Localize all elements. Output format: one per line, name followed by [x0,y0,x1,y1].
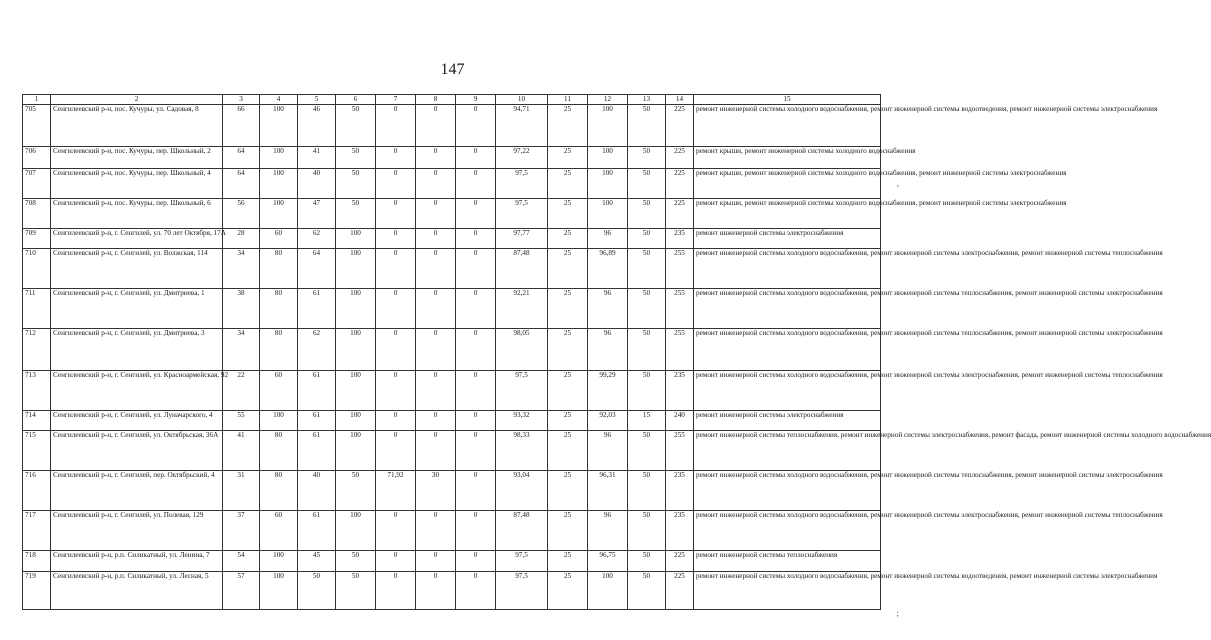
value-cell-col-3: 34 [223,329,260,371]
value-cell-col-12: 96 [588,229,628,249]
value-cell-col-7: 0 [376,147,416,169]
value-cell-col-7: 71,92 [376,471,416,511]
value-cell-col-3: 66 [223,105,260,147]
address-cell: Сенгилеевский р-н, г. Сенгилей, ул. Волжская, 114 [51,249,223,289]
value-cell-col-3: 41 [223,431,260,471]
value-cell-col-9: 0 [456,249,496,289]
value-cell-col-9: 0 [456,289,496,329]
work-description-cell: ремонт инженерной системы холодного водоснабжения, ремонт инженерной системы электроснабжения, ремонт инженерной системы теплоснабжения [694,511,881,551]
value-cell-col-9: 0 [456,511,496,551]
value-cell-col-6: 100 [336,329,376,371]
value-cell-col-7: 0 [376,572,416,610]
value-cell-col-7: 0 [376,229,416,249]
value-cell-col-6: 100 [336,411,376,431]
table-body [23,105,1211,610]
address-cell: Сенгилеевский р-н, г. Сенгилей, ул. Красноармейская, 92 [51,371,223,411]
table-row [23,147,881,169]
value-cell-col-10: 97,22 [496,147,548,169]
value-cell-col-13: 50 [628,105,666,147]
value-cell-col-6: 100 [336,229,376,249]
work-description-cell: ремонт инженерной системы холодного водоснабжения, ремонт инженерной системы электроснабжения, ремонт инженерной системы теплоснабжения [694,249,881,289]
value-cell-col-7: 0 [376,551,416,572]
value-cell-col-6: 50 [336,572,376,610]
value-cell-col-3: 55 [223,411,260,431]
table-row [23,105,881,147]
value-cell-col-5: 61 [298,431,336,471]
value-cell-col-13: 50 [628,289,666,329]
column-header-1: 1 [23,95,51,105]
value-cell-col-5: 61 [298,411,336,431]
column-header-2: 2 [51,95,223,105]
value-cell-col-8: 0 [416,411,456,431]
work-description-cell: ремонт инженерной системы холодного водоснабжения, ремонт инженерной системы водоотведения, ремонт инженерной системы электроснабжения [694,572,881,610]
value-cell-col-3: 28 [223,229,260,249]
column-header-5: 5 [298,95,336,105]
value-cell-col-12: 92,03 [588,411,628,431]
value-cell-col-4: 100 [260,551,298,572]
value-cell-col-6: 100 [336,371,376,411]
work-description-cell: ремонт инженерной системы холодного водоснабжения, ремонт инженерной системы электроснабжения, ремонт инженерной системы теплоснабжения [694,371,881,411]
value-cell-col-7: 0 [376,371,416,411]
value-cell-col-13: 50 [628,572,666,610]
row-number: 715 [23,431,51,471]
value-cell-col-10: 94,71 [496,105,548,147]
value-cell-col-10: 87,48 [496,511,548,551]
row-number: 716 [23,471,51,511]
value-cell-col-4: 80 [260,249,298,289]
address-cell: Сенгилеевский р-н, г. Сенгилей, ул. Дмитриева, 3 [51,329,223,371]
table-row [23,199,881,229]
column-header-13: 13 [628,95,666,105]
value-cell-col-14: 255 [666,431,694,471]
value-cell-col-9: 0 [456,371,496,411]
table-row [23,471,881,511]
value-cell-col-14: 235 [666,511,694,551]
work-description-cell: ремонт инженерной системы холодного водоснабжения, ремонт инженерной системы водоотведения, ремонт инженерной системы электроснабжения [694,105,881,147]
value-cell-col-11: 25 [548,371,588,411]
address-cell: Сенгилеевский р-н, г. Сенгилей, ул. Октябрьская, 36А [51,431,223,471]
margin-mark: ; [896,608,899,618]
value-cell-col-14: 225 [666,551,694,572]
value-cell-col-9: 0 [456,411,496,431]
value-cell-col-14: 235 [666,371,694,411]
value-cell-col-3: 54 [223,551,260,572]
work-description-cell: ремонт инженерной системы электроснабжения [694,229,881,249]
value-cell-col-12: 96,75 [588,551,628,572]
value-cell-col-7: 0 [376,105,416,147]
value-cell-col-6: 100 [336,511,376,551]
value-cell-col-14: 235 [666,471,694,511]
row-number: 710 [23,249,51,289]
value-cell-col-5: 61 [298,371,336,411]
value-cell-col-4: 100 [260,169,298,199]
value-cell-col-8: 0 [416,229,456,249]
row-number: 717 [23,511,51,551]
value-cell-col-4: 80 [260,471,298,511]
value-cell-col-8: 0 [416,249,456,289]
address-cell: Сенгилеевский р-н, р.п. Силикатный, ул. Ленина, 7 [51,551,223,572]
address-cell: Сенгилеевский р-н, пос. Кучуры, ул. Садовая, 8 [51,105,223,147]
value-cell-col-12: 96 [588,329,628,371]
value-cell-col-7: 0 [376,411,416,431]
work-description-cell: ремонт инженерной системы теплоснабжения [694,551,881,572]
value-cell-col-6: 50 [336,551,376,572]
table-row [23,411,881,431]
address-cell: Сенгилеевский р-н, пос. Кучуры, пер. Школьный, 2 [51,147,223,169]
value-cell-col-8: 0 [416,105,456,147]
table-row [23,431,881,471]
row-number: 718 [23,551,51,572]
value-cell-col-3: 64 [223,169,260,199]
value-cell-col-8: 0 [416,572,456,610]
value-cell-col-4: 60 [260,371,298,411]
value-cell-col-10: 97,5 [496,551,548,572]
value-cell-col-6: 50 [336,199,376,229]
value-cell-col-6: 100 [336,289,376,329]
value-cell-col-10: 92,21 [496,289,548,329]
table-row [23,249,881,289]
value-cell-col-4: 100 [260,147,298,169]
table-row [23,229,881,249]
value-cell-col-5: 41 [298,147,336,169]
value-cell-col-6: 50 [336,147,376,169]
value-cell-col-8: 0 [416,289,456,329]
value-cell-col-5: 47 [298,199,336,229]
value-cell-col-9: 0 [456,147,496,169]
value-cell-col-3: 56 [223,199,260,229]
value-cell-col-11: 25 [548,199,588,229]
work-description-cell: ремонт инженерной системы холодного водоснабжения, ремонт инженерной системы теплоснабжения, ремонт инженерной системы электроснабжения [694,471,881,511]
value-cell-col-13: 50 [628,329,666,371]
row-number: 708 [23,199,51,229]
value-cell-col-14: 225 [666,147,694,169]
column-header-7: 7 [376,95,416,105]
value-cell-col-10: 98,33 [496,431,548,471]
value-cell-col-14: 225 [666,572,694,610]
address-cell: Сенгилеевский р-н, г. Сенгилей, ул. Дмитриева, 1 [51,289,223,329]
value-cell-col-10: 87,48 [496,249,548,289]
value-cell-col-5: 46 [298,105,336,147]
row-number: 709 [23,229,51,249]
value-cell-col-7: 0 [376,199,416,229]
value-cell-col-12: 100 [588,169,628,199]
address-cell: Сенгилеевский р-н, г. Сенгилей, ул. Полевая, 129 [51,511,223,551]
row-number: 713 [23,371,51,411]
value-cell-col-9: 0 [456,105,496,147]
value-cell-col-11: 25 [548,169,588,199]
value-cell-col-12: 99,29 [588,371,628,411]
table-row [23,329,881,371]
value-cell-col-11: 25 [548,431,588,471]
value-cell-col-11: 25 [548,249,588,289]
margin-mark: , [896,178,899,188]
value-cell-col-13: 50 [628,249,666,289]
table-row [23,572,881,610]
row-number: 712 [23,329,51,371]
value-cell-col-3: 57 [223,572,260,610]
value-cell-col-8: 0 [416,329,456,371]
value-cell-col-5: 62 [298,229,336,249]
work-description-cell: ремонт инженерной системы холодного водоснабжения, ремонт инженерной системы теплоснабжения, ремонт инженерной системы электроснабжения [694,329,881,371]
value-cell-col-8: 0 [416,551,456,572]
value-cell-col-12: 96,31 [588,471,628,511]
value-cell-col-7: 0 [376,289,416,329]
value-cell-col-13: 50 [628,551,666,572]
value-cell-col-13: 50 [628,199,666,229]
value-cell-col-7: 0 [376,249,416,289]
work-description-cell: ремонт инженерной системы теплоснабжения, ремонт инженерной системы электроснабжения, ремонт фасада, ремонт инженерной системы холодного водоснабжения [694,431,881,471]
value-cell-col-11: 25 [548,147,588,169]
value-cell-col-11: 25 [548,329,588,371]
value-cell-col-5: 45 [298,551,336,572]
column-header-6: 6 [336,95,376,105]
column-header-15: 15 [694,95,881,105]
work-description-cell: ремонт крыши, ремонт инженерной системы холодного водоснабжения, ремонт инженерной системы электроснабжения [694,199,881,229]
table-row [23,551,881,572]
value-cell-col-11: 25 [548,229,588,249]
value-cell-col-8: 0 [416,147,456,169]
value-cell-col-12: 96 [588,511,628,551]
work-description-cell: ремонт крыши, ремонт инженерной системы холодного водоснабжения [694,147,881,169]
value-cell-col-3: 37 [223,511,260,551]
work-description-cell: ремонт инженерной системы холодного водоснабжения, ремонт инженерной системы теплоснабжения, ремонт инженерной системы электроснабжения [694,289,881,329]
value-cell-col-12: 96 [588,289,628,329]
value-cell-col-13: 50 [628,371,666,411]
value-cell-col-6: 100 [336,431,376,471]
value-cell-col-10: 97,5 [496,169,548,199]
address-cell: Сенгилеевский р-н, г. Сенгилей, пер. Октябрьский, 4 [51,471,223,511]
value-cell-col-14: 240 [666,411,694,431]
value-cell-col-14: 235 [666,229,694,249]
row-number: 719 [23,572,51,610]
value-cell-col-4: 80 [260,289,298,329]
address-cell: Сенгилеевский р-н, р.п. Силикатный, ул. Лесная, 5 [51,572,223,610]
value-cell-col-7: 0 [376,431,416,471]
value-cell-col-3: 64 [223,147,260,169]
value-cell-col-11: 25 [548,289,588,329]
work-description-cell: ремонт крыши, ремонт инженерной системы холодного водоснабжения, ремонт инженерной системы электроснабжения [694,169,881,199]
value-cell-col-6: 50 [336,471,376,511]
value-cell-col-8: 0 [416,511,456,551]
column-header-4: 4 [260,95,298,105]
column-header-11: 11 [548,95,588,105]
value-cell-col-12: 100 [588,572,628,610]
value-cell-col-8: 0 [416,431,456,471]
value-cell-col-5: 62 [298,329,336,371]
value-cell-col-4: 80 [260,329,298,371]
value-cell-col-12: 100 [588,199,628,229]
value-cell-col-11: 25 [548,511,588,551]
value-cell-col-9: 0 [456,169,496,199]
value-cell-col-8: 0 [416,199,456,229]
value-cell-col-12: 100 [588,105,628,147]
value-cell-col-6: 50 [336,105,376,147]
value-cell-col-5: 50 [298,572,336,610]
row-number: 714 [23,411,51,431]
value-cell-col-4: 100 [260,199,298,229]
value-cell-col-13: 50 [628,229,666,249]
value-cell-col-9: 0 [456,199,496,229]
value-cell-col-8: 0 [416,169,456,199]
value-cell-col-9: 0 [456,431,496,471]
address-cell: Сенгилеевский р-н, г. Сенгилей, ул. 70 лет Октября, 17А [51,229,223,249]
header-row [23,95,881,105]
value-cell-col-12: 96 [588,431,628,471]
page-number: 147 [440,61,465,78]
value-cell-col-9: 0 [456,229,496,249]
value-cell-col-9: 0 [456,471,496,511]
table-row [23,169,881,199]
value-cell-col-11: 25 [548,105,588,147]
value-cell-col-6: 50 [336,169,376,199]
row-number: 706 [23,147,51,169]
value-cell-col-10: 97,5 [496,371,548,411]
value-cell-col-5: 40 [298,169,336,199]
row-number: 711 [23,289,51,329]
value-cell-col-9: 0 [456,572,496,610]
value-cell-col-3: 34 [223,249,260,289]
value-cell-col-5: 61 [298,511,336,551]
value-cell-col-9: 0 [456,551,496,572]
value-cell-col-3: 22 [223,371,260,411]
value-cell-col-13: 50 [628,147,666,169]
value-cell-col-8: 30 [416,471,456,511]
value-cell-col-4: 100 [260,411,298,431]
value-cell-col-14: 255 [666,289,694,329]
column-header-14: 14 [666,95,694,105]
value-cell-col-8: 0 [416,371,456,411]
value-cell-col-7: 0 [376,169,416,199]
row-number: 705 [23,105,51,147]
value-cell-col-9: 0 [456,329,496,371]
value-cell-col-6: 100 [336,249,376,289]
table-row [23,289,881,329]
value-cell-col-4: 100 [260,572,298,610]
value-cell-col-12: 100 [588,147,628,169]
value-cell-col-14: 255 [666,329,694,371]
value-cell-col-4: 60 [260,511,298,551]
value-cell-col-13: 15 [628,411,666,431]
value-cell-col-11: 25 [548,471,588,511]
value-cell-col-5: 40 [298,471,336,511]
address-cell: Сенгилеевский р-н, г. Сенгилей, ул. Луначарского, 4 [51,411,223,431]
work-description-cell: ремонт инженерной системы электроснабжения [694,411,881,431]
value-cell-col-7: 0 [376,511,416,551]
column-header-12: 12 [588,95,628,105]
value-cell-col-13: 50 [628,471,666,511]
value-cell-col-3: 31 [223,471,260,511]
value-cell-col-10: 93,32 [496,411,548,431]
value-cell-col-11: 25 [548,572,588,610]
value-cell-col-14: 225 [666,169,694,199]
repair-table [22,94,1211,610]
value-cell-col-3: 38 [223,289,260,329]
value-cell-col-5: 61 [298,289,336,329]
value-cell-col-13: 50 [628,511,666,551]
value-cell-col-4: 80 [260,431,298,471]
row-number: 707 [23,169,51,199]
value-cell-col-14: 255 [666,249,694,289]
value-cell-col-10: 97,5 [496,572,548,610]
column-header-3: 3 [223,95,260,105]
value-cell-col-13: 50 [628,431,666,471]
value-cell-col-4: 100 [260,105,298,147]
address-cell: Сенгилеевский р-н, пос. Кучуры, пер. Школьный, 6 [51,199,223,229]
value-cell-col-7: 0 [376,329,416,371]
table-row [23,511,881,551]
value-cell-col-11: 25 [548,551,588,572]
value-cell-col-5: 64 [298,249,336,289]
value-cell-col-12: 96,89 [588,249,628,289]
value-cell-col-10: 93,04 [496,471,548,511]
column-header-8: 8 [416,95,456,105]
table-row [23,371,881,411]
value-cell-col-13: 50 [628,169,666,199]
value-cell-col-10: 97,77 [496,229,548,249]
value-cell-col-10: 98,05 [496,329,548,371]
value-cell-col-11: 25 [548,411,588,431]
column-header-9: 9 [456,95,496,105]
column-header-10: 10 [496,95,548,105]
value-cell-col-4: 60 [260,229,298,249]
value-cell-col-10: 97,5 [496,199,548,229]
address-cell: Сенгилеевский р-н, пос. Кучуры, пер. Школьный, 4 [51,169,223,199]
value-cell-col-14: 225 [666,105,694,147]
value-cell-col-14: 225 [666,199,694,229]
